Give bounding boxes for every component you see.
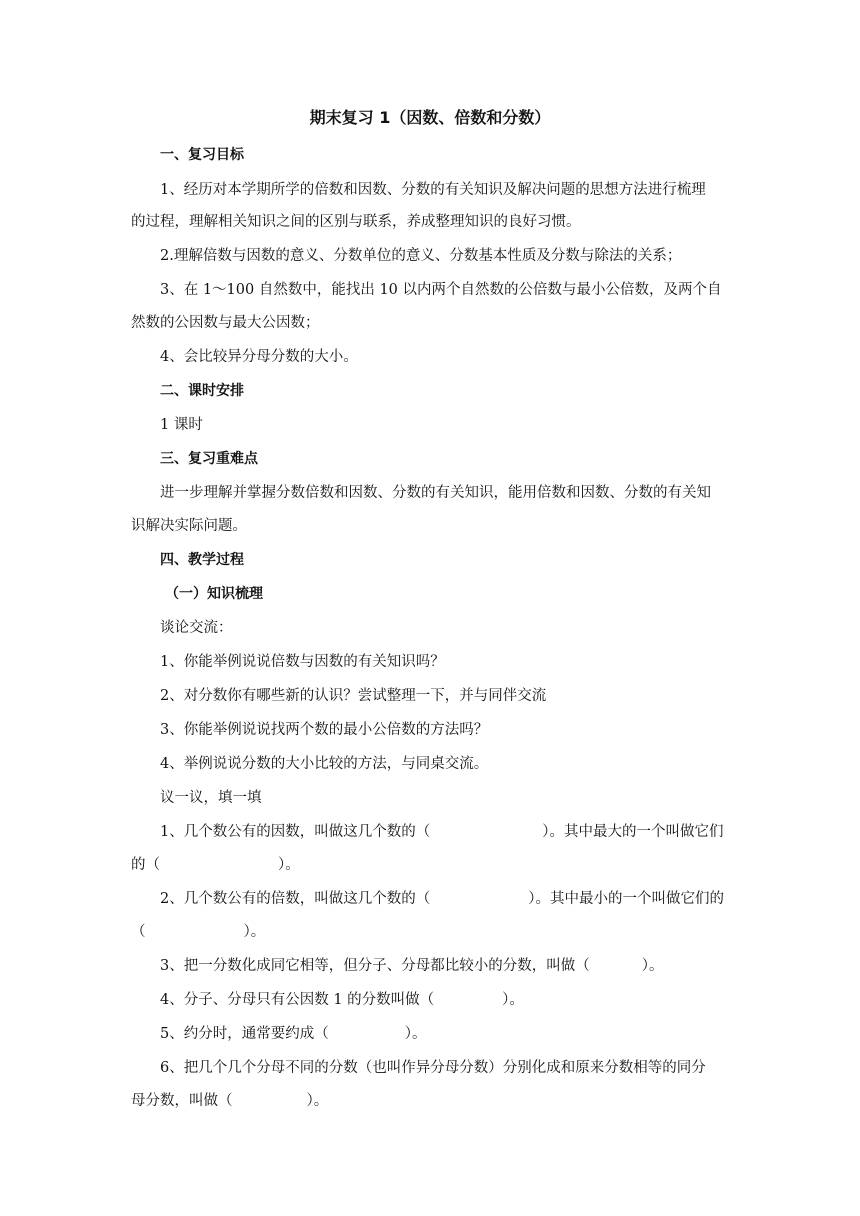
heading-schedule: 二、课时安排: [160, 383, 244, 399]
fill-6-text-a: 母分数，叫做（: [131, 1093, 233, 1109]
fill-item-1-line-1: [160, 822, 723, 842]
fill-1-text-b: ）。其中最大的一个叫做它们: [542, 824, 724, 840]
heading-review-goals: 一、复习目标: [160, 147, 244, 163]
fill-4-text-a: 4、分子、分母只有公因数 1 的分数叫做（: [160, 992, 435, 1008]
fill-item-2-line-1: [160, 889, 724, 909]
heading-key-points: 三、复习重难点: [160, 451, 258, 467]
fill-2-text-c: （: [131, 924, 146, 940]
fill-item-2-line-2: [131, 922, 265, 942]
schedule-text: 1 课时: [160, 417, 203, 433]
fill-item-4: [160, 990, 524, 1010]
goal-3-line-1: 3、在 1～100 自然数中，能找出 10 以内两个自然数的公倍数与最小公倍数，及两个自: [160, 282, 722, 298]
discuss-label: 谈论交流：: [160, 620, 233, 636]
fill-item-1-line-2: [131, 855, 300, 875]
fill-item-6-line-2: [131, 1091, 328, 1111]
subheading-knowledge-review: （一）知识梳理: [165, 586, 263, 602]
fill-5-text-b: ）。: [404, 1026, 427, 1042]
goal-2: 2.理解倍数与因数的意义、分数单位的意义、分数基本性质及分数与除法的关系；: [160, 248, 682, 264]
question-2: 2、对分数你有哪些新的认识？尝试整理一下，并与同伴交流: [160, 688, 547, 704]
fill-1-text-d: ）。: [278, 857, 300, 873]
goal-1-line-2: 的过程，理解相关知识之间的区别与联系，养成整理知识的良好习惯。: [131, 214, 581, 230]
fill-label: 议一议，填一填: [160, 790, 262, 806]
fill-1-text-a: 1、几个数公有的因数，叫做这几个数的（: [160, 824, 431, 840]
fill-2-text-d: ）。: [243, 924, 266, 940]
fill-5-text-a: 5、约分时，通常要约成（: [160, 1026, 329, 1042]
question-4: 4、举例说说分数的大小比较的方法，与同桌交流。: [160, 756, 489, 772]
fill-item-5: [160, 1024, 426, 1044]
fill-2-text-a: 2、几个数公有的倍数，叫做这几个数的（: [160, 891, 431, 907]
goal-4: 4、会比较异分母分数的大小。: [160, 349, 358, 365]
fill-item-3: [160, 956, 663, 976]
question-1: 1、你能举例说说倍数与因数的有关知识吗？: [160, 654, 445, 670]
question-3: 3、你能举例说说找两个数的最小公倍数的方法吗？: [160, 722, 489, 738]
goal-1-line-1: 1、经历对本学期所学的倍数和因数、分数的有关知识及解决问题的思想方法进行梳理: [160, 182, 706, 198]
fill-3-text-a: 3、把一分数化成同它相等，但分子、分母都比较小的分数，叫做（: [160, 958, 590, 974]
fill-3-text-b: ）。: [641, 958, 664, 974]
fill-item-6-line-1: 6、把几个几个分母不同的分数（也叫作异分母分数）分别化成和原来分数相等的同分: [160, 1060, 706, 1076]
goal-3-line-2: 然数的公因数与最大公因数；: [131, 315, 320, 331]
fill-1-text-c: 的（: [131, 857, 160, 873]
key-points-line-2: 识解决实际问题。: [131, 518, 247, 534]
fill-6-text-b: ）。: [306, 1093, 329, 1109]
heading-teaching-process: 四、教学过程: [160, 552, 244, 568]
fill-4-text-b: ）。: [502, 992, 524, 1008]
page-title: 期末复习 1（因数、倍数和分数）: [309, 108, 551, 127]
key-points-line-1: 进一步理解并掌握分数倍数和因数、分数的有关知识，能用倍数和因数、分数的有关知: [160, 485, 711, 501]
fill-2-text-b: ）。其中最小的一个叫做它们的: [528, 891, 724, 907]
